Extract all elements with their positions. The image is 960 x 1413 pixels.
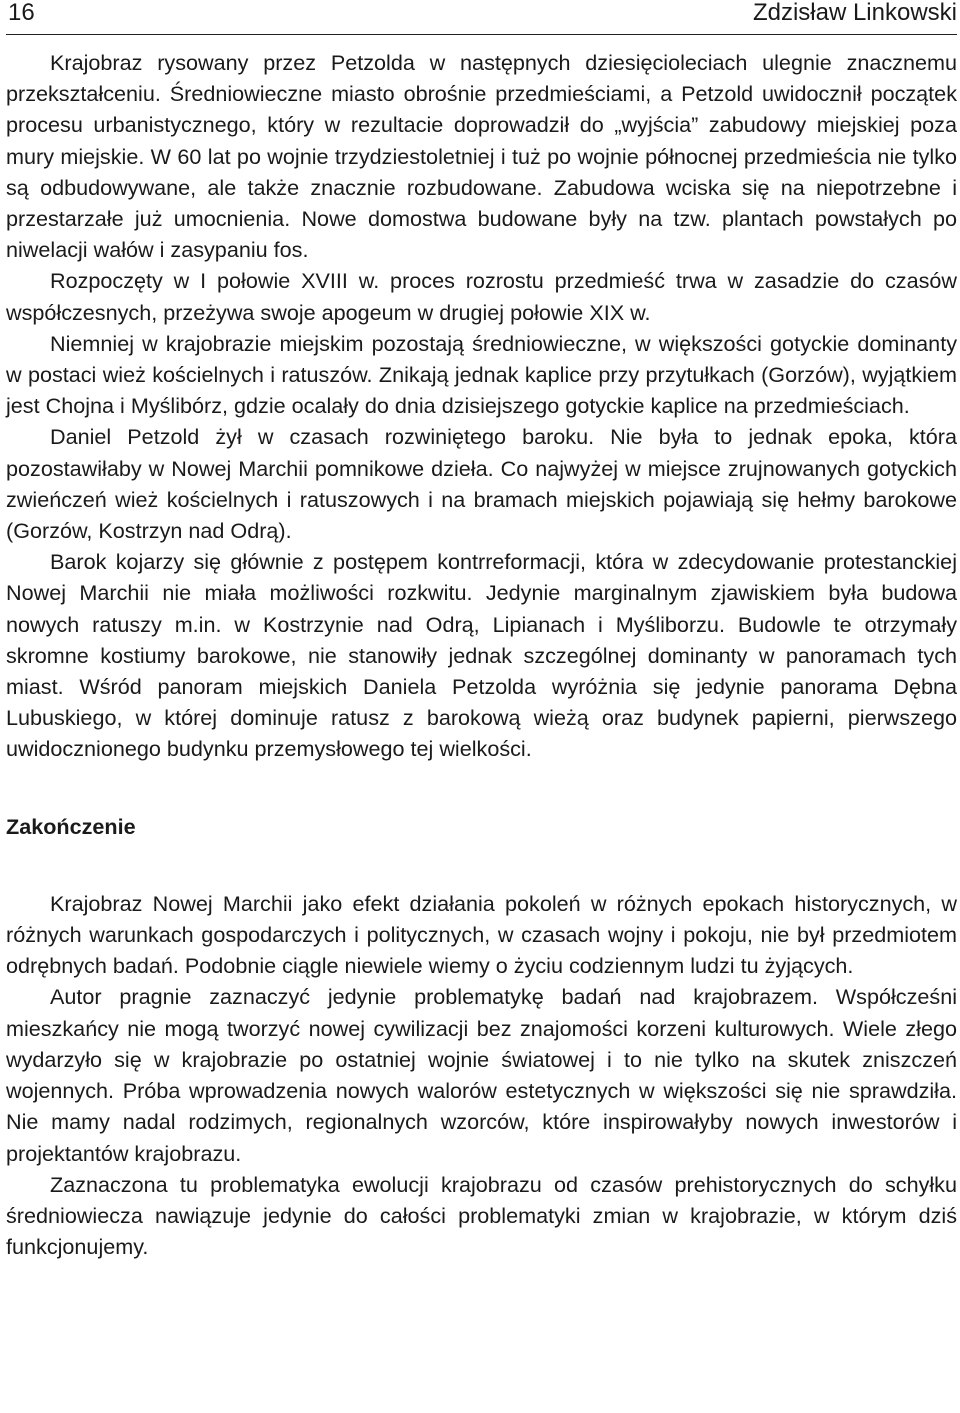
paragraph: Rozpoczęty w I połowie XVIII w. proces rozrostu przedmieść trwa w zasadzie do czasów współczesnych, przeżywa swoje apogeum w drugiej połowie XIX w. xyxy=(6,268,957,325)
paragraph: Barok kojarzy się głównie z postępem kontrreformacji, która w zdecydowanie protestanckiej Nowej Marchii nie miała możliwości rozkwitu. Jedynie marginalnym zjawiskiem była budowa nowych ratuszy m.in. w Kostrzynie nad Odrą, Lipianach i Myśliborzu. Budowle te otrzymały skromne kostiumy barokowe, nie stanowiły jednak szczególnej dominanty w panoramach tych miast. Wśród panoram miejskich Daniela Petzolda wyróżnia się jedynie panorama Dębna Lubuskiego, w której dominuje ratusz z barokową wieżą oraz budynek papierni, pierwszego uwidocznionego budynku przemysłowego tej wielkości. xyxy=(6,549,957,762)
running-header xyxy=(6,0,957,35)
section-heading: Zakończenie xyxy=(6,813,136,839)
document-page xyxy=(6,0,957,1413)
paragraph: Autor pragnie zaznaczyć jedynie problematykę badań nad krajobrazem. Współcześni mieszkańcy nie mogą tworzyć nowej cywilizacji bez znajomości korzeni kulturowych. Wiele złego wydarzyło się w krajobrazie po ostatniej wojnie światowej i to nie tylko na skutek zniszczeń wojennych. Próba wprowadzenia nowych walorów estetycznych w większości się nie sprawdziła. Nie mamy nadal rodzimych, regionalnych wzorców, które inspirowałyby nowych inwestorów i projektantów krajobrazu. xyxy=(6,984,957,1166)
paragraph: Krajobraz rysowany przez Petzolda w następnych dziesięcioleciach ulegnie znacznemu przekształceniu. Średniowieczne miasto obrośnie przedmieściami, a Petzold uwidocznił początek procesu urbanistycznego, który w rezultacie doprowadził do „wyjścia” zabudowy miejskiej poza mury miejskie. W 60 lat po wojnie trzydziestoletniej i tuż po wojnie północnej przedmieścia nie tylko są odbudowywane, ale także znacznie rozbudowane. Zabudowa wciska się na niepotrzebne i przestarzałe już umocnienia. Nowe domostwa budowane były na tzw. plantach powstałych po niwelacji wałów i zasypaniu fos. xyxy=(6,50,957,263)
paragraph: Daniel Petzold żył w czasach rozwiniętego baroku. Nie była to jednak epoka, która pozostawiłaby w Nowej Marchii pomnikowe dzieła. Co najwyżej w miejsce zrujnowanych gotyckich zwieńczeń wież kościelnych i ratuszowych i na bramach miejskich pojawiają się hełmy barokowe (Gorzów, Kostrzyn nad Odrą). xyxy=(6,424,957,544)
header-author: Zdzisław Linkowski xyxy=(752,0,957,26)
paragraph: Zaznaczona tu problematyka ewolucji krajobrazu od czasów prehistorycznych do schyłku średniowiecza nawiązuje jedynie do całości problematyki zmian w krajobrazie, w którym dziś funkcjonujemy. xyxy=(6,1171,957,1260)
paragraph: Niemniej w krajobrazie miejskim pozostają średniowieczne, w większości gotyckie dominanty w postaci wież kościelnych i ratuszów. Znikają jednak kaplice przy przytułkach (Gorzów), wyjątkiem jest Chojna i Myślibórz, gdzie ocalały do dnia dzisiejszego gotyckie kaplice na przedmieściach. xyxy=(6,330,957,419)
paragraph: Krajobraz Nowej Marchii jako efekt działania pokoleń w różnych epokach historycznych, w różnych warunkach gospodarczych i politycznych, w czasach wojny i pokoju, nie był przedmiotem odrębnych badań. Podobnie ciągle niewiele wiemy o życiu codziennym ludzi tu żyjących. xyxy=(6,890,957,979)
page-number: 16 xyxy=(8,0,35,26)
main-text xyxy=(6,47,957,1262)
conclusion-body xyxy=(6,888,957,1262)
